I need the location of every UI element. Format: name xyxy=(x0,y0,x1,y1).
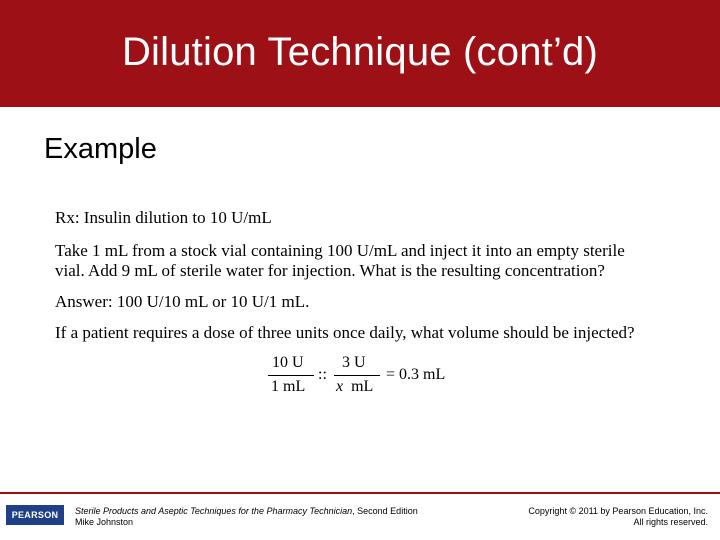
unit-ml: mL xyxy=(351,378,374,395)
copyright-line: Copyright © 2011 by Pearson Education, Inc. xyxy=(528,506,708,516)
section-heading: Example xyxy=(44,133,157,165)
fraction-2-numerator: 3 U xyxy=(342,354,366,371)
book-author: Mike Johnston xyxy=(75,517,134,527)
proportion-separator: :: xyxy=(318,366,327,383)
question-line: If a patient requires a dose of three units once daily, what volume should be injected? xyxy=(55,323,635,342)
fraction-1-bar xyxy=(268,375,314,376)
slide-title: Dilution Technique (cont’d) xyxy=(121,30,599,74)
fraction-2-bar xyxy=(334,375,380,376)
book-title: Sterile Products and Aseptic Techniques for the Pharmacy Technician xyxy=(75,506,353,516)
equation-result: = 0.3 mL xyxy=(386,366,446,383)
fraction-2-denominator xyxy=(336,378,373,396)
title-bar xyxy=(0,0,720,107)
answer-line: Answer: 100 U/10 mL or 10 U/1 mL. xyxy=(55,292,310,311)
rx-line: Rx: Insulin dilution to 10 U/mL xyxy=(55,208,272,227)
pearson-logo: PEARSON xyxy=(6,505,64,525)
instruction-line-1: Take 1 mL from a stock vial containing 100 U/mL and inject it into an empty sterile xyxy=(55,241,625,260)
fraction-1-numerator: 10 U xyxy=(272,354,304,371)
book-edition: , Second Edition xyxy=(352,506,418,516)
variable-x: x xyxy=(336,378,344,395)
footer-divider xyxy=(0,492,720,494)
fraction-1-denominator: 1 mL xyxy=(271,378,306,395)
rights-line: All rights reserved. xyxy=(633,517,708,527)
footer-book-info xyxy=(75,506,418,528)
footer-copyright xyxy=(528,506,708,528)
instruction-line-2: vial. Add 9 mL of sterile water for injection. What is the resulting concentration? xyxy=(55,261,605,280)
